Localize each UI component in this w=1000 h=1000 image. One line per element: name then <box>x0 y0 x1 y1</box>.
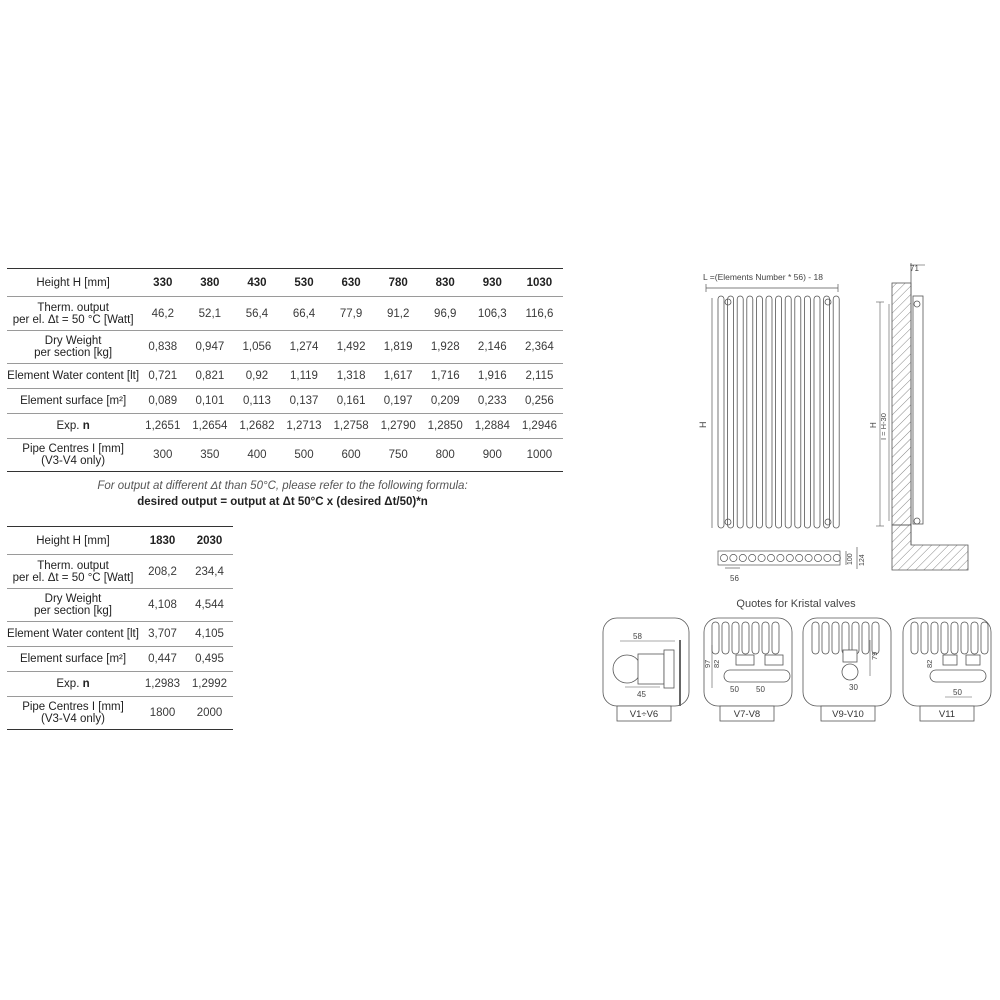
row-label: Element surface [m²] <box>7 389 139 414</box>
height-label: H <box>698 421 708 428</box>
table-cell: 116,6 <box>516 297 563 331</box>
valve-connection <box>825 299 831 305</box>
row-label: Dry Weight per section [kg] <box>7 589 139 622</box>
table-cell: 1,2850 <box>422 414 469 439</box>
table-row <box>7 555 233 589</box>
formula-note: For output at different Δt than 50°C, please refer to the following formula: <box>97 480 468 492</box>
radiator-tube <box>961 622 968 654</box>
table-cell: 350 <box>186 439 233 472</box>
radiator-tube <box>981 622 988 654</box>
radiator-tube <box>971 622 978 654</box>
side-view <box>869 263 968 570</box>
table-cell: 1,716 <box>422 364 469 389</box>
table-cell: 0,209 <box>422 389 469 414</box>
radiator-tube <box>921 622 928 654</box>
table-cell: 106,3 <box>469 297 516 331</box>
table-cell: 830 <box>422 269 469 297</box>
table-cell: 0,447 <box>139 647 186 672</box>
table-cell: 1000 <box>516 439 563 472</box>
bottom-view <box>718 547 866 583</box>
svg-text:82: 82 <box>712 659 721 668</box>
radiator-tube <box>737 296 743 528</box>
valves-title: Quotes for Kristal valves <box>736 598 856 610</box>
radiator-tube <box>842 622 849 654</box>
valve-v1-v6 <box>603 618 689 721</box>
table-cell: 77,9 <box>328 297 375 331</box>
table-cell: 1,2983 <box>139 672 186 697</box>
valve-v11 <box>903 618 991 721</box>
table-cell: 500 <box>280 439 327 472</box>
table-cell: 2000 <box>186 697 233 730</box>
row-label: Height H [mm] <box>7 527 139 555</box>
table-cell: 1,2946 <box>516 414 563 439</box>
table-cell: 0,161 <box>328 389 375 414</box>
thermal-data-table-tall <box>7 526 233 730</box>
radiator-tube <box>722 622 729 654</box>
pipe-centre-label: I = H-30 <box>879 413 888 440</box>
radiator-tube <box>742 622 749 654</box>
radiator-tube <box>862 622 869 654</box>
radiator-tube <box>718 296 724 528</box>
table-cell: 0,92 <box>233 364 280 389</box>
row-label: Therm. output per el. Δt = 50 °C [Watt] <box>7 555 139 589</box>
depth-100: 100 <box>847 553 854 565</box>
valve-v7-v8 <box>703 618 792 721</box>
table-cell: 0,197 <box>375 389 422 414</box>
radiator-tube <box>833 296 839 528</box>
radiator-tube <box>814 296 820 528</box>
row-label: Pipe Centres I [mm] (V3-V4 only) <box>7 439 139 472</box>
row-label: Dry Weight per section [kg] <box>7 331 139 364</box>
valve-caption: V9-V10 <box>832 709 864 720</box>
table-cell: 1,056 <box>233 331 280 364</box>
table-cell: 0,256 <box>516 389 563 414</box>
svg-text:79: 79 <box>870 651 879 660</box>
table-cell: 0,113 <box>233 389 280 414</box>
row-label: Pipe Centres I [mm] (V3-V4 only) <box>7 697 139 730</box>
front-view <box>698 272 839 528</box>
table-row <box>7 414 563 439</box>
table-cell: 930 <box>469 269 516 297</box>
radiator-tube <box>941 622 948 654</box>
table-cell: 1,2651 <box>139 414 186 439</box>
formula: desired output = output at Δt 50°C x (desired Δt/50)*n <box>137 496 428 508</box>
table-cell: 1,2758 <box>328 414 375 439</box>
table-cell: 66,4 <box>280 297 327 331</box>
radiator-tube <box>785 296 791 528</box>
table-cell: 1030 <box>516 269 563 297</box>
table-cell: 780 <box>375 269 422 297</box>
valve-caption: V11 <box>938 709 956 720</box>
table-cell: 530 <box>280 269 327 297</box>
radiator-tube <box>795 296 801 528</box>
row-label: Exp. n <box>7 414 139 439</box>
svg-text:50: 50 <box>730 685 739 694</box>
table-row <box>7 389 563 414</box>
table-cell: 0,233 <box>469 389 516 414</box>
svg-text:82: 82 <box>925 659 934 668</box>
radiator-tube <box>931 622 938 654</box>
table-row <box>7 622 233 647</box>
radiator-tube <box>752 622 759 654</box>
radiator-tube <box>747 296 753 528</box>
radiator-tube <box>812 622 819 654</box>
table-cell: 1,274 <box>280 331 327 364</box>
table-cell: 900 <box>469 439 516 472</box>
svg-text:50: 50 <box>756 685 765 694</box>
table-cell: 1,928 <box>422 331 469 364</box>
table-row <box>7 527 233 555</box>
table-cell: 0,089 <box>139 389 186 414</box>
svg-text:30: 30 <box>849 683 858 692</box>
table-row <box>7 439 563 472</box>
technical-drawing <box>590 255 995 735</box>
table-cell: 0,495 <box>186 647 233 672</box>
table-cell: 2030 <box>186 527 233 555</box>
radiator-tube <box>872 622 879 654</box>
depth-124: 124 <box>859 554 866 566</box>
radiator-tube <box>776 296 782 528</box>
table-cell: 1,819 <box>375 331 422 364</box>
valve-caption: V1÷V6 <box>629 709 659 720</box>
svg-text:50: 50 <box>953 688 962 697</box>
table-cell: 430 <box>233 269 280 297</box>
table-cell: 1800 <box>139 697 186 730</box>
radiator-tube <box>824 296 830 528</box>
table-cell: 96,9 <box>422 297 469 331</box>
table-cell: 1,318 <box>328 364 375 389</box>
table-cell: 0,947 <box>186 331 233 364</box>
radiator-tube <box>756 296 762 528</box>
radiator-tube <box>728 296 734 528</box>
table-cell: 1,916 <box>469 364 516 389</box>
row-label: Exp. n <box>7 672 139 697</box>
table-row <box>7 697 233 730</box>
radiator-tube <box>951 622 958 654</box>
table-cell: 0,838 <box>139 331 186 364</box>
table-cell: 208,2 <box>139 555 186 589</box>
valve-v9-v10 <box>803 618 891 721</box>
svg-text:58: 58 <box>633 632 642 641</box>
table-cell: 630 <box>328 269 375 297</box>
table-cell: 800 <box>422 439 469 472</box>
table-cell: 0,821 <box>186 364 233 389</box>
table-cell: 0,101 <box>186 389 233 414</box>
table-row <box>7 647 233 672</box>
side-top-dim: 71 <box>910 264 919 273</box>
table-row <box>7 331 563 364</box>
row-label: Element surface [m²] <box>7 647 139 672</box>
table-cell: 4,108 <box>139 589 186 622</box>
table-row <box>7 589 233 622</box>
table-row <box>7 364 563 389</box>
valve-connection <box>825 519 831 525</box>
table-cell: 1,617 <box>375 364 422 389</box>
table-cell: 330 <box>139 269 186 297</box>
table-cell: 91,2 <box>375 297 422 331</box>
row-label: Height H [mm] <box>7 269 139 297</box>
table-cell: 1,2790 <box>375 414 422 439</box>
row-label: Element Water content [lt] <box>7 364 139 389</box>
element-pitch: 56 <box>730 574 739 583</box>
valve-caption: V7-V8 <box>733 709 761 720</box>
radiator-tube <box>762 622 769 654</box>
table-cell: 4,544 <box>186 589 233 622</box>
radiator-tube <box>832 622 839 654</box>
table-row <box>7 297 563 331</box>
table-cell: 1,2682 <box>233 414 280 439</box>
radiator-tube <box>772 622 779 654</box>
table-cell: 600 <box>328 439 375 472</box>
table-cell: 1,492 <box>328 331 375 364</box>
table-cell: 3,707 <box>139 622 186 647</box>
table-cell: 1,2654 <box>186 414 233 439</box>
table-row <box>7 269 563 297</box>
row-label: Element Water content [lt] <box>7 622 139 647</box>
table-cell: 1830 <box>139 527 186 555</box>
table-cell: 234,4 <box>186 555 233 589</box>
side-height-label: H <box>869 422 878 428</box>
radiator-tube <box>911 622 918 654</box>
radiator-tube <box>852 622 859 654</box>
radiator-tube <box>732 622 739 654</box>
table-cell: 0,137 <box>280 389 327 414</box>
table-cell: 4,105 <box>186 622 233 647</box>
table-cell: 400 <box>233 439 280 472</box>
table-cell: 1,2713 <box>280 414 327 439</box>
radiator-tube <box>712 622 719 654</box>
table-row <box>7 672 233 697</box>
length-formula: L =(Elements Number * 56) - 18 <box>703 272 823 282</box>
table-cell: 1,119 <box>280 364 327 389</box>
table-cell: 300 <box>139 439 186 472</box>
table-cell: 0,721 <box>139 364 186 389</box>
table-cell: 2,115 <box>516 364 563 389</box>
table-cell: 1,2884 <box>469 414 516 439</box>
radiator-tube <box>766 296 772 528</box>
table-cell: 1,2992 <box>186 672 233 697</box>
table-cell: 46,2 <box>139 297 186 331</box>
svg-text:97: 97 <box>703 659 712 668</box>
row-label: Therm. output per el. Δt = 50 °C [Watt] <box>7 297 139 331</box>
radiator-tube <box>804 296 810 528</box>
radiator-tube <box>822 622 829 654</box>
thermal-data-table-main <box>7 268 563 472</box>
table-cell: 380 <box>186 269 233 297</box>
table-cell: 750 <box>375 439 422 472</box>
table-cell: 52,1 <box>186 297 233 331</box>
table-cell: 2,364 <box>516 331 563 364</box>
svg-text:45: 45 <box>637 690 646 699</box>
table-cell: 56,4 <box>233 297 280 331</box>
table-cell: 2,146 <box>469 331 516 364</box>
